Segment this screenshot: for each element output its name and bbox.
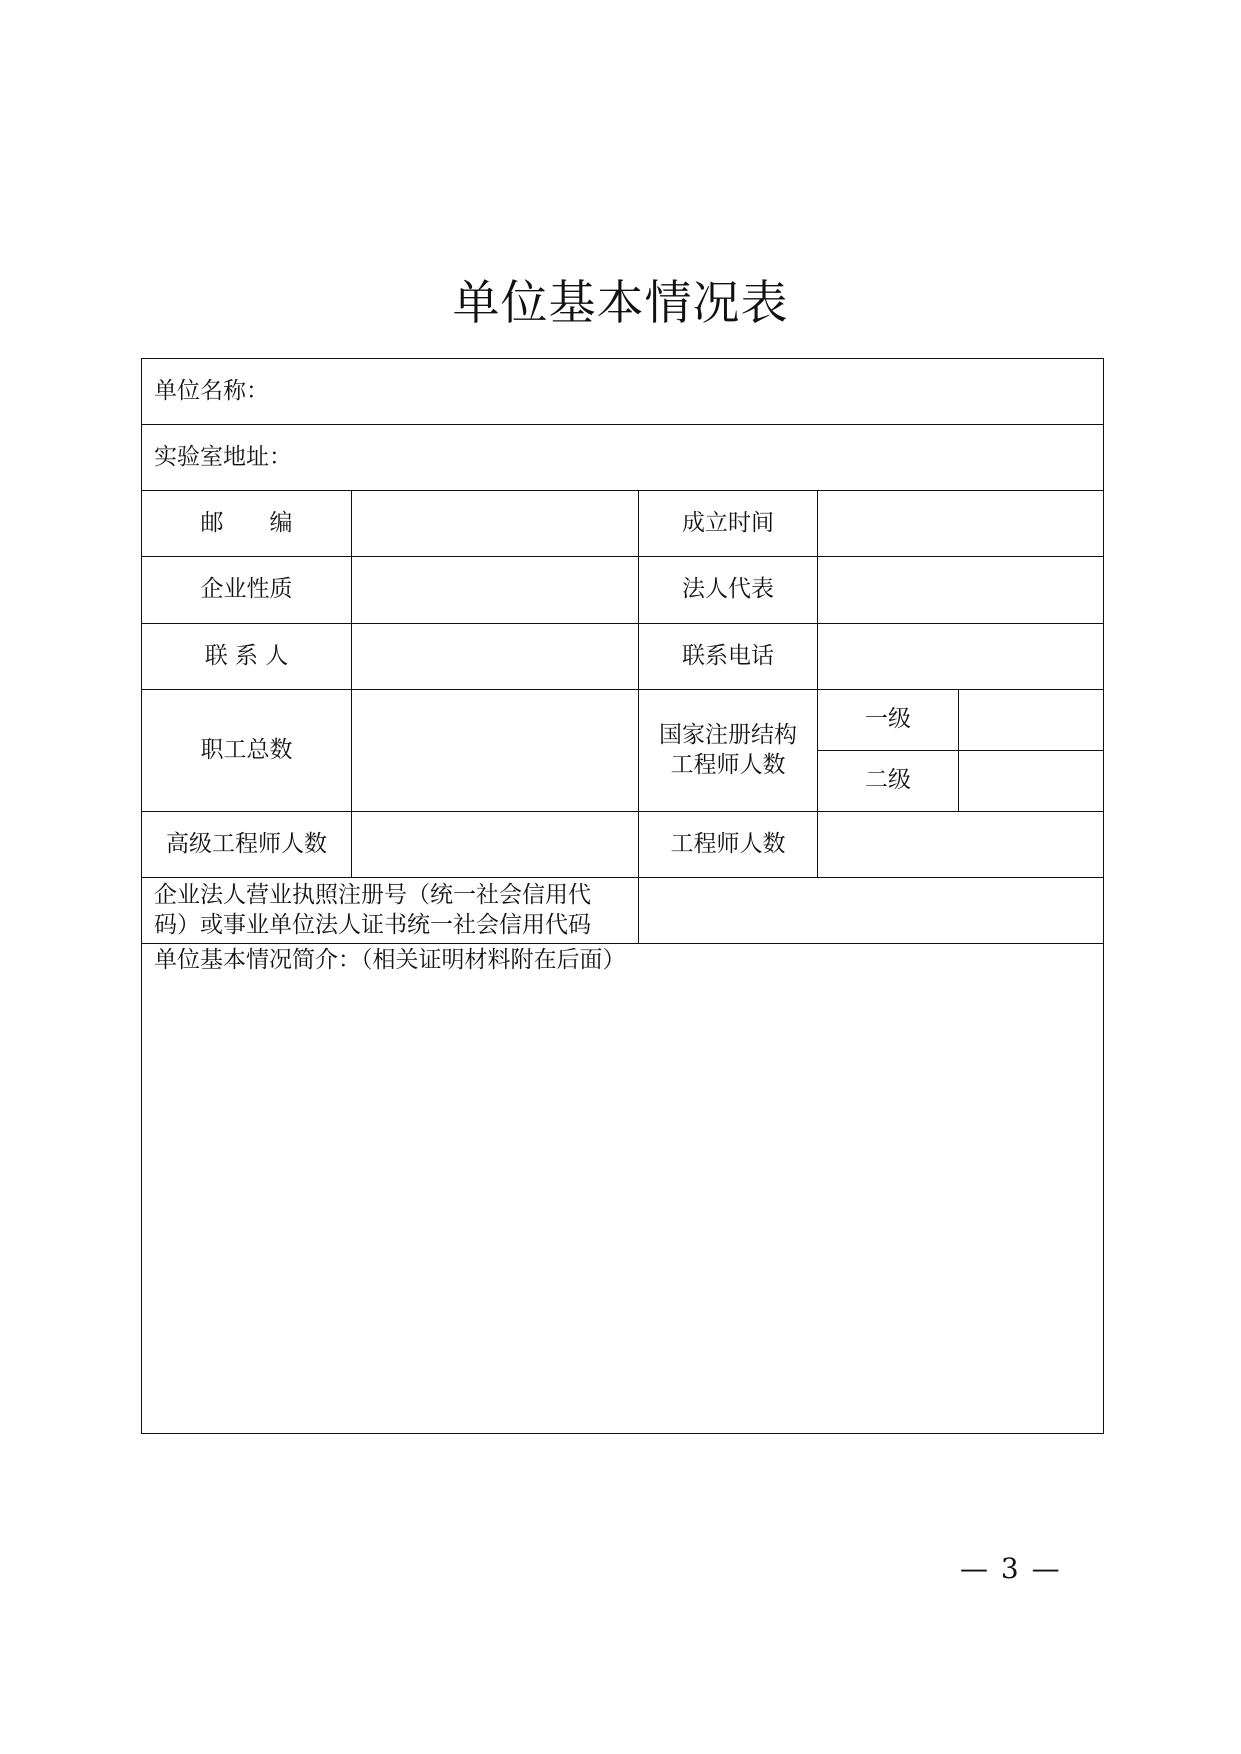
row-engineers (142, 812, 1104, 878)
license-field[interactable] (639, 878, 1104, 944)
postcode-field[interactable] (352, 491, 639, 557)
grade2-label: 二级 (818, 751, 959, 812)
grade1-label: 一级 (818, 690, 959, 751)
row-nature (142, 557, 1104, 624)
unit-info-table (141, 358, 1104, 1434)
row-unit-name (142, 359, 1104, 425)
row-staff-grade1 (142, 690, 1104, 751)
row-license (142, 878, 1104, 944)
structural-engineers-label-line2: 工程师人数 (670, 751, 786, 778)
structural-engineers-label-line1: 国家注册结构 (659, 721, 797, 748)
form-title: 单位基本情况表 (452, 276, 789, 331)
founded-label: 成立时间 (639, 491, 818, 557)
row-contact (142, 624, 1104, 690)
engineers-label: 工程师人数 (639, 812, 818, 878)
legal-rep-label: 法人代表 (639, 557, 818, 624)
grade2-field[interactable] (959, 751, 1104, 812)
engineers-field[interactable] (818, 812, 1104, 878)
legal-rep-field[interactable] (818, 557, 1104, 624)
postcode-label: 邮 编 (142, 491, 352, 557)
founded-field[interactable] (818, 491, 1104, 557)
grade1-field[interactable] (959, 690, 1104, 751)
row-intro (142, 944, 1104, 1434)
senior-engineers-field[interactable] (352, 812, 639, 878)
intro-field[interactable] (142, 944, 1104, 1434)
intro-label: 单位基本情况简介：（相关证明材料附在后面） (154, 947, 626, 973)
row-postcode (142, 491, 1104, 557)
contact-label: 联 系 人 (142, 624, 352, 690)
license-label-line1: 企业法人营业执照注册号（统一社会信用代 (154, 881, 591, 908)
license-label-line2: 码）或事业单位法人证书统一社会信用代码 (154, 911, 591, 938)
row-lab-address (142, 425, 1104, 491)
unit-name-label: 单位名称： (154, 377, 269, 404)
unit-name-field[interactable] (142, 359, 1104, 425)
phone-label: 联系电话 (639, 624, 818, 690)
page-number: — 3 — (960, 1552, 1062, 1585)
nature-field[interactable] (352, 557, 639, 624)
staff-total-field[interactable] (352, 690, 639, 812)
lab-address-field[interactable] (142, 425, 1104, 491)
senior-engineers-label: 高级工程师人数 (142, 812, 352, 878)
phone-field[interactable] (818, 624, 1104, 690)
structural-engineers-label (639, 690, 818, 812)
nature-label: 企业性质 (142, 557, 352, 624)
lab-address-label: 实验室地址： (154, 443, 292, 470)
contact-field[interactable] (352, 624, 639, 690)
license-label (142, 878, 639, 944)
staff-total-label: 职工总数 (142, 690, 352, 812)
